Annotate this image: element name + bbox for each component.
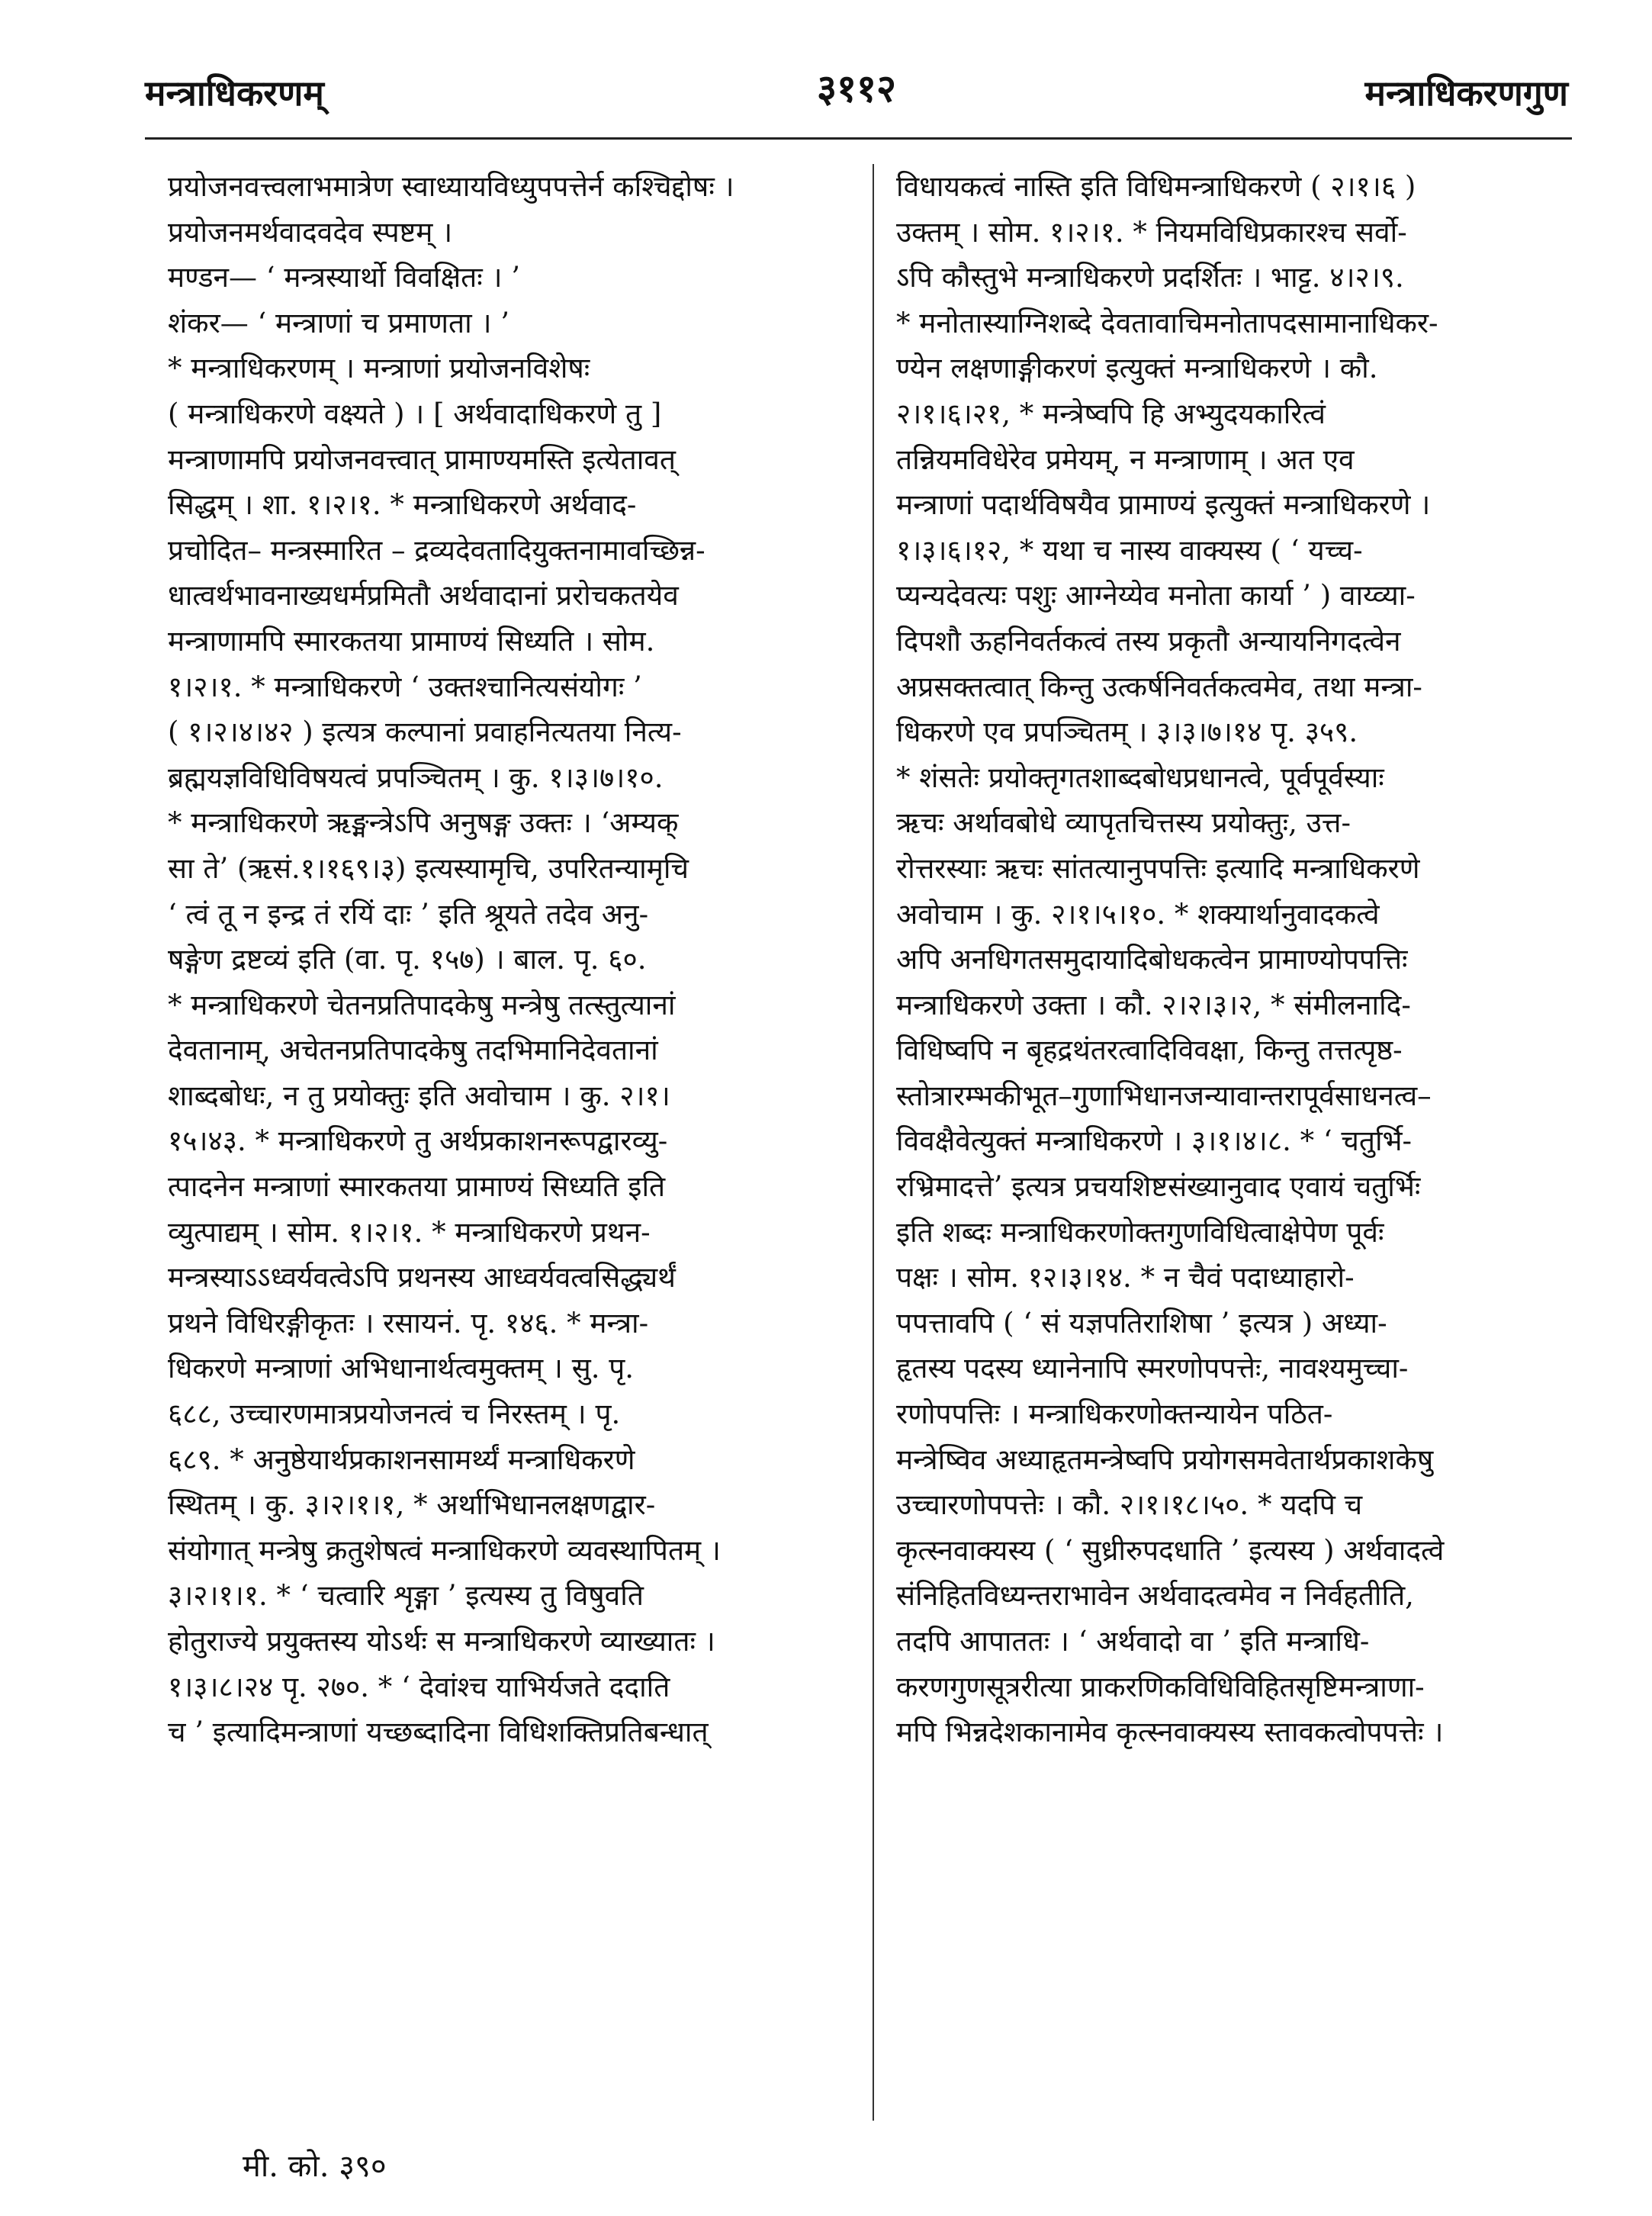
text-line: प्रयोजनवत्त्वलाभमात्रेण स्वाध्यायविध्युपपत्तेर्न कश्चिद्दोषः । (168, 170, 734, 203)
text-line: ६८९. * अनुष्ठेयार्थप्रकाशनसामर्थ्यं मन्त्राधिकरणे (168, 1442, 635, 1476)
text-line: उच्चारणोपपत्तेः । कौ. २।१।१८।५०. * यदपि च (896, 1488, 1363, 1522)
text-line: स्थितम् । कु. ३।२।१।१, * अर्थाभिधानलक्षणद्वार- (168, 1488, 656, 1522)
header-left-title: मन्त्राधिकरणम् (145, 72, 324, 114)
text-line: प्यन्यदेवत्यः पशुः आग्नेय्येव मनोता कार्या ’ ) वाय्व्या- (896, 579, 1416, 613)
header-rule (145, 137, 1572, 140)
text-line: मन्त्राणां पदार्थविषयैव प्रामाण्यं इत्युक्तं मन्त्राधिकरणे । (896, 488, 1431, 522)
text-line: प्रयोजनमर्थवादवदेव स्पष्टम् । (168, 215, 453, 249)
text-line: रणोपपत्तिः । मन्त्राधिकरणोक्तन्यायेन पठित- (896, 1397, 1333, 1431)
text-line: अप्रसक्तत्वात् किन्तु उत्कर्षनिवर्तकत्वमेव, तथा मन्त्रा- (896, 670, 1422, 703)
text-line: ब्रह्मयज्ञविधिविषयत्वं प्रपञ्चितम् । कु. १।३।७।१०. (168, 761, 664, 794)
text-line: रभ्रिमादत्ते’ इत्यत्र प्रचयशिष्टसंख्यानुवाद एवायं चतुर्भिः (896, 1170, 1421, 1204)
text-line: १५।४३. * मन्त्राधिकरणे तु अर्थप्रकाशनरूपद्वारव्यु- (168, 1124, 668, 1158)
text-line: मन्त्राणामपि स्मारकतया प्रामाण्यं सिध्यति । सोम. (168, 624, 655, 658)
text-line: सिद्धम् । शा. १।२।१. * मन्त्राधिकरणे अर्थवाद- (168, 488, 637, 522)
text-line: शाब्दबोधः, न तु प्रयोक्तुः इति अवोचाम । कु. २।१। (168, 1079, 670, 1112)
text-line: देवतानाम्, अचेतनप्रतिपादकेषु तदभिमानिदेवतानां (168, 1034, 658, 1067)
text-line: इति शब्दः मन्त्राधिकरणोक्तगुणविधित्वाक्षेपेण पूर्वः (896, 1215, 1384, 1249)
text-line: पपत्तावपि ( ‘ सं यज्ञपतिराशिषा ’ इत्यत्र ) अध्या- (896, 1306, 1387, 1340)
text-line: धात्वर्थभावनाख्यधर्मप्रमितौ अर्थवादानां प्ररोचकतयेव (168, 579, 679, 613)
text-line: विधिष्वपि न बृहद्रथंतरत्वादिविवक्षा, किन्तु तत्तत्पृष्ठ- (896, 1034, 1403, 1067)
text-line: प्रथने विधिरङ्गीकृतः । रसायनं. पृ. १४६. * मन्त्रा- (168, 1306, 649, 1340)
text-line: कृत्स्नवाक्यस्य ( ‘ सुध्रीरुपदधाति ’ इत्यस्य ) अर्थवादत्वे (896, 1533, 1445, 1567)
text-line: धिकरणे मन्त्राणां अभिधानार्थत्वमुक्तम् । सु. पृ. (168, 1352, 635, 1385)
text-line: शंकर— ‘ मन्त्राणां च प्रमाणता । ’ (168, 306, 509, 339)
text-line: व्युत्पाद्यम् । सोम. १।२।१. * मन्त्राधिकरणे प्रथन- (168, 1215, 651, 1249)
text-line: मण्डन— ‘ मन्त्रस्यार्थो विवक्षितः । ’ (168, 261, 521, 294)
text-line: मन्त्रेष्विव अध्याहृतमन्त्रेष्वपि प्रयोगसमवेतार्थप्रकाशकेषु (896, 1442, 1434, 1476)
text-line: १।२।१. * मन्त्राधिकरणे ‘ उक्तश्चानित्यसंयोगः ’ (168, 670, 642, 703)
text-line: धिकरणे एव प्रपञ्चितम् । ३।३।७।१४ पृ. ३५९. (896, 716, 1358, 749)
text-line: ण्येन लक्षणाङ्गीकरणं इत्युक्तं मन्त्राधिकरणे । कौ. (896, 352, 1378, 385)
text-line: मपि भिन्नदेशकानामेव कृत्स्नवाक्यस्य स्तावकत्वोपपत्तेः । (896, 1716, 1444, 1749)
text-line: होतुराज्ये प्रयुक्तस्य योऽर्थः स मन्त्राधिकरणे व्याख्यातः । (168, 1625, 715, 1658)
text-line: ( मन्त्राधिकरणे वक्ष्यते ) । [ अर्थवादाधिकरणे तु ] (168, 397, 662, 430)
text-line: तन्नियमविधेरेव प्रमेयम्, न मन्त्राणाम् । अत एव (896, 442, 1355, 476)
column-divider (873, 164, 874, 2121)
text-line: २।१।६।२१, * मन्त्रेष्वपि हि अभ्युदयकारित्वं (896, 397, 1326, 430)
text-line: ‘ त्वं तू न इन्द्र तं रयिं दाः ’ इति श्रूयते तदेव अनु- (168, 897, 649, 931)
text-line: * शंसतेः प्रयोक्तृगतशाब्दबोधप्रधानत्वे, पूर्वपूर्वस्याः (896, 761, 1384, 794)
text-line: च ’ इत्यादिमन्त्राणां यच्छब्दादिना विधिशक्तिप्रतिबन्धात् (168, 1716, 709, 1749)
text-line: पक्षः । सोम. १२।३।१४. * न चैवं पदाध्याहारो- (896, 1261, 1355, 1295)
text-line: विवक्षैवेत्युक्तं मन्त्राधिकरणे । ३।१।४।८. * ‘ चतुर्भि- (896, 1124, 1413, 1158)
text-line: प्रचोदित– मन्त्रस्मारित – द्रव्यदेवतादियुक्तनामावच्छिन्न- (168, 533, 705, 567)
text-line: करणगुणसूत्ररीत्या प्राकरणिकविधिविहितसृष्टिमन्त्राणा- (896, 1670, 1425, 1703)
text-line: उक्तम् । सोम. १।२।१. * नियमविधिप्रकारश्च सर्वो- (896, 215, 1407, 249)
text-line: मन्त्रस्याऽऽध्वर्यवत्वेऽपि प्रथनस्य आध्वर्यवत्वसिद्ध्यर्थं (168, 1261, 676, 1295)
text-line: हृतस्य पदस्य ध्यानेनापि स्मरणोपपत्तेः, नावश्यमुच्चा- (896, 1352, 1409, 1385)
text-line: ६८८, उच्चारणमात्रप्रयोजनत्वं च निरस्तम् । पृ. (168, 1397, 621, 1431)
right-column (896, 164, 1571, 2124)
text-line: विधायकत्वं नास्ति इति विधिमन्त्राधिकरणे ( २।१।६ ) (896, 170, 1416, 203)
text-line: अवोचाम । कु. २।१।५।१०. * शक्यार्थानुवादकत्वे (896, 897, 1380, 931)
text-line: * मन्त्राधिकरणम् । मन्त्राणां प्रयोजनविशेषः (168, 352, 590, 385)
footer-signature: मी. को. ३९० (243, 2149, 387, 2184)
text-line: मन्त्राधिकरणे उक्ता । कौ. २।२।३।२, * संमीलनादि- (896, 988, 1411, 1021)
text-line: संयोगात् मन्त्रेषु क्रतुशेषत्वं मन्त्राधिकरणे व्यवस्थापितम् । (168, 1533, 721, 1567)
text-line: तदपि आपाततः । ‘ अर्थवादो वा ’ इति मन्त्राधि- (896, 1625, 1370, 1658)
text-line: स्तोत्रारम्भकीभूत–गुणाभिधानजन्यावान्तरापूर्वसाधनत्व– (896, 1079, 1432, 1112)
left-column (168, 164, 847, 2124)
text-line: त्पादनेन मन्त्राणां स्मारकतया प्रामाण्यं सिध्यति इति (168, 1170, 666, 1204)
text-line: १।३।८।२४ पृ. २७०. * ‘ देवांश्च याभिर्यजते ददाति (168, 1670, 670, 1703)
text-line: अपि अनधिगतसमुदायादिबोधकत्वेन प्रामाण्योपपत्तिः (896, 943, 1408, 976)
text-line: १।३।६।१२, * यथा च नास्य वाक्यस्य ( ‘ यच्च- (896, 533, 1363, 567)
text-line: * मन्त्राधिकरणे ऋङ्मन्त्रेऽपि अनुषङ्ग उक्तः । ‘अम्यक् (168, 806, 679, 840)
text-line: ( १।२।४।४२ ) इत्यत्र कल्पानां प्रवाहनित्यतया नित्य- (168, 716, 682, 749)
text-line: षङ्गेण द्रष्टव्यं इति (वा. पृ. १५७) । बाल. पृ. ६०. (168, 943, 647, 976)
running-header (145, 61, 1568, 122)
header-right-title: मन्त्राधिकरणगुण (1364, 72, 1568, 114)
text-line: मन्त्राणामपि प्रयोजनवत्त्वात् प्रामाण्यमस्ति इत्येतावत् (168, 442, 676, 476)
text-line: रोत्तरस्याः ऋचः सांतत्यानुपपत्तिः इत्यादि मन्त्राधिकरणे (896, 851, 1420, 885)
page-number: ३११२ (817, 66, 896, 111)
text-line: ऋचः अर्थावबोधे व्यापृतचित्तस्य प्रयोक्तुः, उत्त- (896, 806, 1351, 840)
text-line: ३।२।१।१. * ‘ चत्वारि शृङ्गा ’ इत्यस्य तु विषुवति (168, 1579, 644, 1613)
text-line: संनिहितविध्यन्तराभावेन अर्थवादत्वमेव न निर्वहतीति, (896, 1579, 1414, 1613)
text-line: दिपशौ ऊहनिवर्तकत्वं तस्य प्रकृतौ अन्यायनिगदत्वेन (896, 624, 1401, 658)
text-line: ऽपि कौस्तुभे मन्त्राधिकरणे प्रदर्शितः । भाट्ट. ४।२।९. (896, 261, 1404, 294)
text-line: * मनोतास्याग्निशब्दे देवतावाचिमनोतापदसामानाधिकर- (896, 306, 1438, 339)
text-line: * मन्त्राधिकरणे चेतनप्रतिपादकेषु मन्त्रेषु तत्स्तुत्यानां (168, 988, 676, 1021)
text-line: सा ते’ (ऋसं.१।१६९।३) इत्यस्यामृचि, उपरितन्यामृचि (168, 851, 689, 885)
